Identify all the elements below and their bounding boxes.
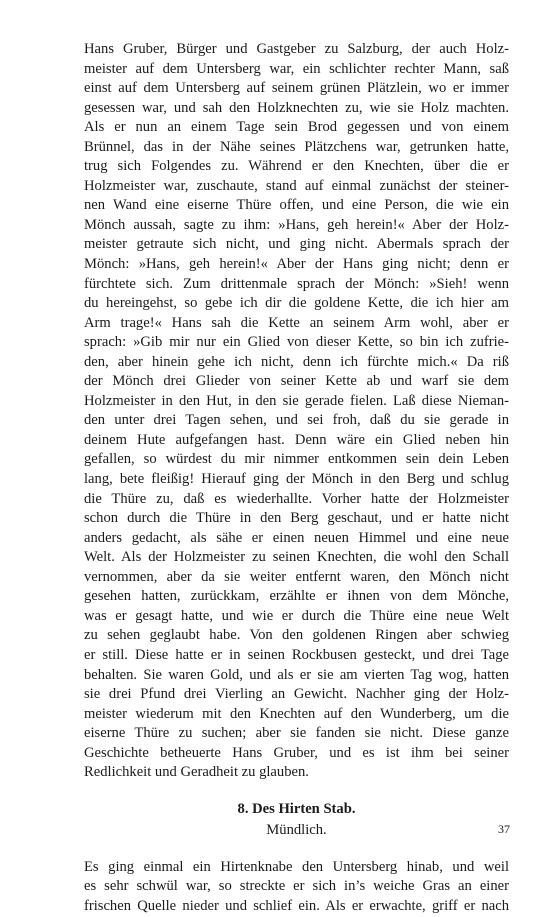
paragraph-story-hans-gruber	[84, 40, 509, 783]
text-line: sie drei Pfund drei Vierling an Gewicht. Nachher ging der Holz-	[84, 686, 509, 703]
text-line: gesessen war, und sah den Holzknechten zu, wie sie Holz machten.	[84, 99, 509, 116]
text-line: Redlichkeit und Geradheit zu glauben.	[84, 764, 309, 781]
text-line: trug sich Folgendes zu. Während er den Knechten, über die er	[84, 158, 509, 175]
section-heading: 8. Des Hirten Stab.	[237, 800, 356, 817]
text-line: was er gesagt hatte, und wie er durch die Thüre eine neue Welt	[84, 607, 509, 624]
text-line: deinem Hute aufgefangen hast. Denn wäre ein Glied neben hin	[84, 431, 509, 448]
section-source-note: Mündlich.	[266, 822, 327, 839]
text-line: Brünnel, das in der Nähe seines Plätzchens war, getrunken hatte,	[84, 138, 509, 155]
text-line: die Thüre zu, daß es wiederhallte. Vorher hatte der Holzmeister	[84, 490, 509, 507]
text-line: Es ging einmal ein Hirtenknabe den Untersberg hinab, und weil	[84, 858, 509, 875]
text-line: den, aber hinein gehe ich nicht, denn ich fürchte mich.« Da riß	[84, 353, 509, 370]
paragraph-story-hirten-stab	[84, 858, 509, 917]
text-line: Holzmeister in den Hut, in den sie gerade fielen. Laß diese Nieman-	[84, 392, 509, 409]
text-line: er still. Diese hatte er in seinen Rockbusen gesteckt, und drei Tage	[84, 646, 509, 663]
text-line: zu sehen geglaubt habe. Von den goldenen Ringen aber schwieg	[84, 627, 509, 644]
text-line: anders gedacht, als sähe er einen neuen Himmel und eine neue	[84, 529, 509, 546]
text-line: nen Wand eine eiserne Thüre offen, und eine Person, die wie ein	[84, 197, 509, 214]
text-line: Mönch: »Hans, geh herein!« Aber der Hans ging nicht; denn er	[84, 256, 509, 273]
text-line: meister getraute sich nicht, und ging nicht. Abermals sprach der	[84, 236, 509, 253]
text-line: behalten. Sie waren Gold, und als er sie am vierten Tag wog, hatten	[84, 666, 509, 683]
text-line: frischen Quelle nieder und schlief ein. Als er erwachte, griff er nach	[84, 897, 509, 914]
text-line: vernommen, aber da sie weiter entfernt waren, den Mönch nicht	[84, 568, 509, 585]
text-line: gesehen hatten, zurückkam, erzählte er ihnen von dem Mönche,	[84, 588, 509, 605]
text-line: Geschichte betheuerte Hans Gruber, und es ist ihm bei seiner	[84, 744, 509, 761]
text-line: Welt. Als der Holzmeister zu seinen Knechten, die wohl den Schall	[84, 549, 509, 566]
text-line: der Mönch drei Glieder von seiner Kette ab und warf sie dem	[84, 373, 509, 390]
text-line: gefallen, so würdest du mir nimmer entkommen sein dein Leben	[84, 451, 509, 468]
text-line: einst auf dem Untersberg auf seinem grünen Plätzlein, wo er immer	[84, 80, 509, 97]
text-line: lang, bete fleißig! Hierauf ging der Mönch in den Berg und schlug	[84, 471, 509, 488]
text-line: Hans Gruber, Bürger und Gastgeber zu Salzburg, der auch Holz-	[84, 41, 509, 57]
text-line: meister wiederum mit den Knechten auf den Wunderberg, um die	[84, 705, 509, 722]
page-body	[84, 40, 509, 917]
text-line: du hereingehst, so gebe ich dir die goldene Kette, die ich hier am	[84, 295, 509, 312]
text-line: meister auf dem Untersberg war, ein schlichter rechter Mann, saß	[84, 60, 509, 77]
text-line: den unter drei Tagen sehen, und sei froh, daß du sie gerade in	[84, 412, 509, 429]
text-line: sprach: »Gib mir nur ein Glied von dieser Kette, so bin ich zufrie-	[84, 334, 509, 351]
text-line: es sehr schwül war, so streckte er sich in’s weiche Gras an einer	[84, 878, 509, 895]
text-line: Arm trage!« Hans sah die Kette an seinem Arm wohl, aber er	[84, 314, 509, 331]
text-line: eiserne Thüre zu suchen; aber sie fanden sie nicht. Diese ganze	[84, 725, 509, 742]
page-number: 37	[498, 822, 510, 836]
text-line: Als er nun an einem Tage sein Brod gegessen und von einem	[84, 119, 509, 136]
text-line: schon durch die Thüre in den Berg geschaut, und er hatte nicht	[84, 510, 509, 527]
text-line: fürchtete sich. Zum drittenmale sprach der Mönch: »Sieh! wenn	[84, 275, 509, 292]
text-line: Holzmeister war, zuschaute, stand auf einmal zunächst der steiner-	[84, 177, 509, 194]
text-line: Mönch aussah, sagte zu ihm: »Hans, geh herein!« Aber der Holz-	[84, 216, 509, 233]
